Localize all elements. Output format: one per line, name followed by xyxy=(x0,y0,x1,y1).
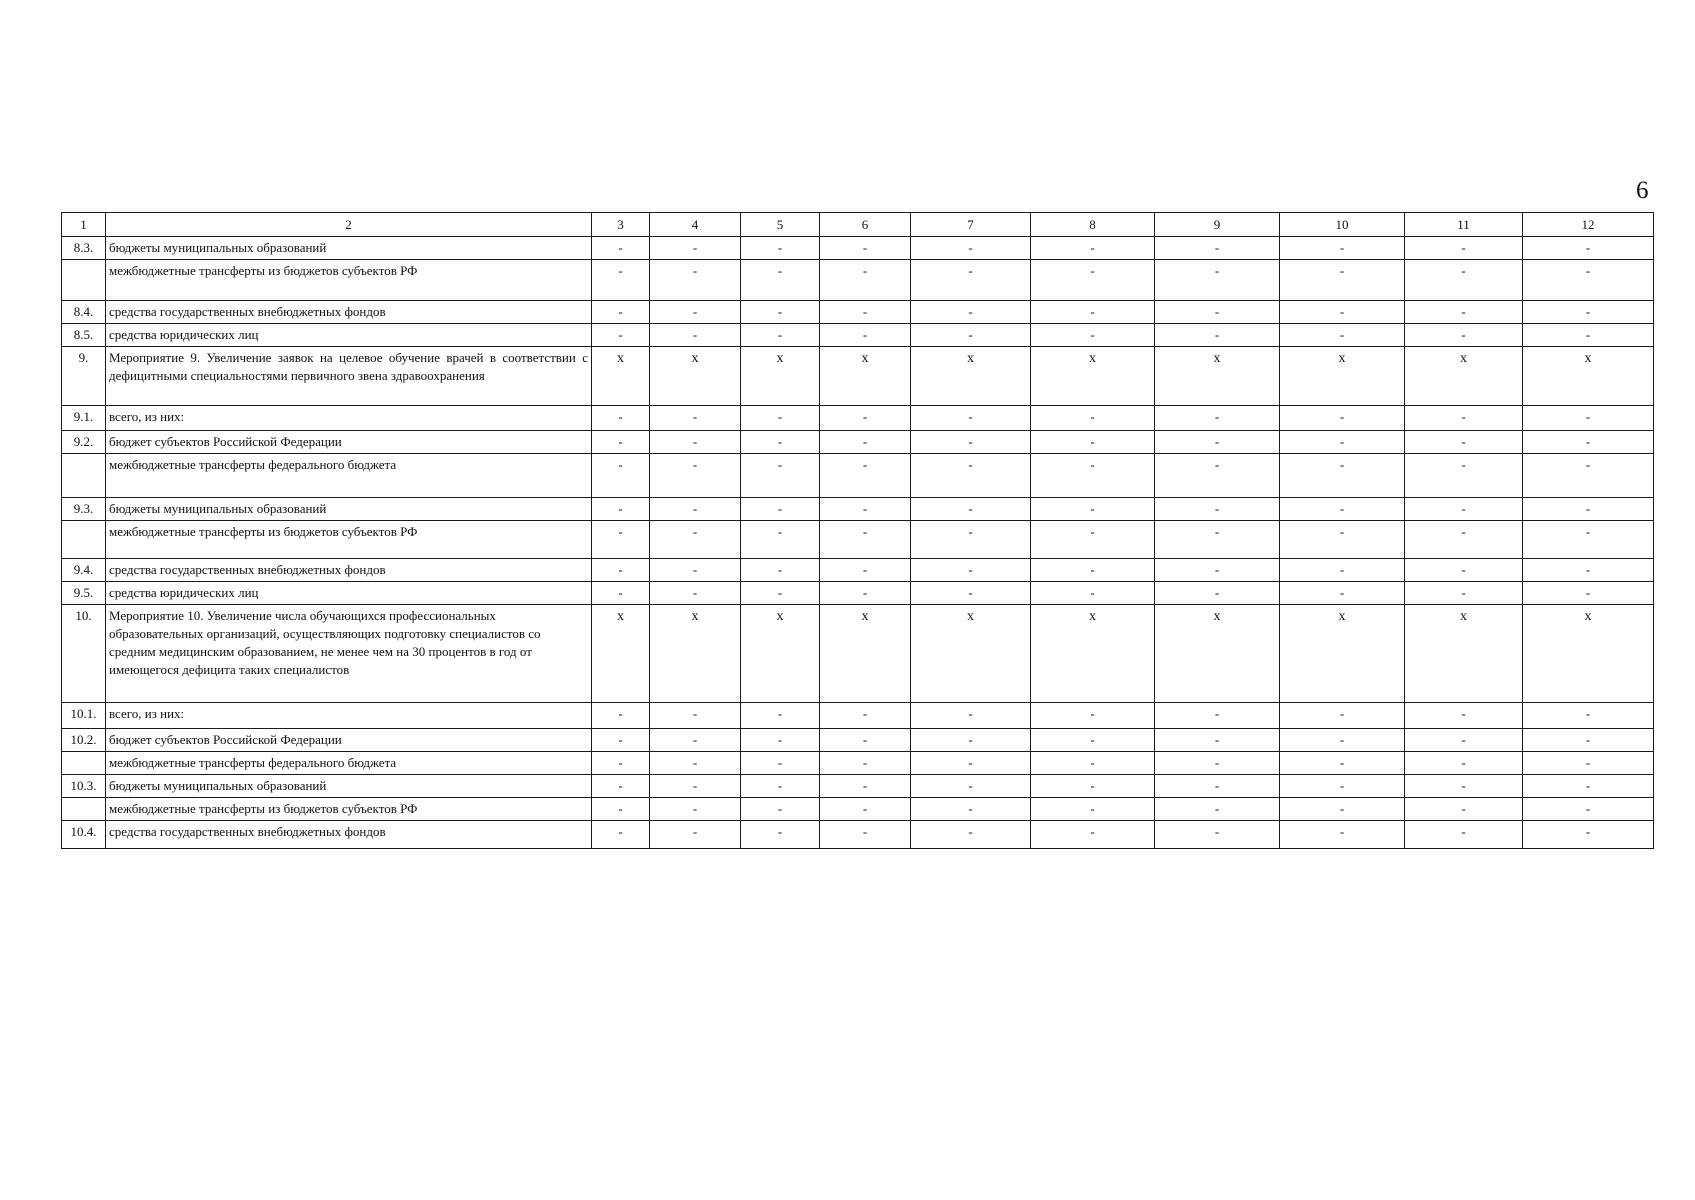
value-cell: - xyxy=(1155,774,1280,797)
table-row xyxy=(62,751,1654,774)
value-cell: - xyxy=(1280,323,1405,346)
value-cell: - xyxy=(911,430,1031,453)
row-number-cell xyxy=(62,260,106,301)
value-cell: x xyxy=(650,604,741,702)
value-cell: - xyxy=(911,453,1031,497)
value-cell: - xyxy=(1405,774,1523,797)
value-cell: - xyxy=(1280,453,1405,497)
value-cell: - xyxy=(650,702,741,728)
value-cell: - xyxy=(741,301,820,324)
value-cell: - xyxy=(820,405,911,430)
value-cell: - xyxy=(1031,581,1155,604)
row-description-cell: всего, из них: xyxy=(106,702,592,728)
value-cell: x xyxy=(1523,604,1654,702)
value-cell: - xyxy=(1405,405,1523,430)
value-cell: - xyxy=(1405,702,1523,728)
value-cell: - xyxy=(1523,301,1654,324)
value-cell: - xyxy=(650,820,741,848)
row-description-cell: межбюджетные трансферты из бюджетов субъектов РФ xyxy=(106,797,592,820)
value-cell: - xyxy=(1280,702,1405,728)
column-number-cell: 6 xyxy=(820,213,911,237)
table-row xyxy=(62,301,1654,324)
value-cell: - xyxy=(911,581,1031,604)
value-cell: - xyxy=(1280,751,1405,774)
row-number-cell: 10.1. xyxy=(62,702,106,728)
value-cell: - xyxy=(741,323,820,346)
value-cell: - xyxy=(1280,558,1405,581)
value-cell: - xyxy=(820,728,911,751)
row-description-cell: Мероприятие 9. Увеличение заявок на целевое обучение врачей в соответствии с дефицитными специальностями первичного звена здравоохранения xyxy=(106,346,592,405)
value-cell: - xyxy=(1031,301,1155,324)
value-cell: - xyxy=(741,520,820,558)
value-cell: - xyxy=(592,430,650,453)
value-cell: - xyxy=(1031,558,1155,581)
value-cell: x xyxy=(1405,604,1523,702)
table-row xyxy=(62,702,1654,728)
row-description-cell: Мероприятие 10. Увеличение числа обучающихся профессиональных образовательных организаций, осуществляющих подготовку специалистов со средним медицинским образованием, не менее чем на 30 процентов в год от имеющегося дефицита таких специалистов xyxy=(106,604,592,702)
value-cell: - xyxy=(1405,558,1523,581)
value-cell: - xyxy=(592,453,650,497)
table-row xyxy=(62,581,1654,604)
value-cell: x xyxy=(592,346,650,405)
value-cell: x xyxy=(911,346,1031,405)
value-cell: - xyxy=(820,260,911,301)
row-description-cell: средства юридических лиц xyxy=(106,581,592,604)
value-cell: - xyxy=(1280,520,1405,558)
value-cell: - xyxy=(911,497,1031,520)
value-cell: - xyxy=(1523,497,1654,520)
value-cell: - xyxy=(911,728,1031,751)
value-cell: - xyxy=(1523,237,1654,260)
value-cell: - xyxy=(1155,260,1280,301)
value-cell: - xyxy=(1155,702,1280,728)
value-cell: - xyxy=(1155,301,1280,324)
row-number-cell: 10.3. xyxy=(62,774,106,797)
table-row xyxy=(62,430,1654,453)
table-row xyxy=(62,774,1654,797)
value-cell: - xyxy=(1523,430,1654,453)
row-number-cell xyxy=(62,797,106,820)
value-cell: - xyxy=(1523,751,1654,774)
table-row xyxy=(62,558,1654,581)
value-cell: - xyxy=(1523,453,1654,497)
value-cell: x xyxy=(741,346,820,405)
value-cell: - xyxy=(592,323,650,346)
row-number-cell: 8.4. xyxy=(62,301,106,324)
value-cell: - xyxy=(820,702,911,728)
value-cell: - xyxy=(592,820,650,848)
row-description-cell: бюджеты муниципальных образований xyxy=(106,497,592,520)
value-cell: - xyxy=(650,260,741,301)
value-cell: - xyxy=(1523,797,1654,820)
value-cell: - xyxy=(741,453,820,497)
column-number-cell: 9 xyxy=(1155,213,1280,237)
value-cell: - xyxy=(650,405,741,430)
value-cell: - xyxy=(1405,797,1523,820)
value-cell: - xyxy=(592,581,650,604)
value-cell: - xyxy=(820,497,911,520)
value-cell: - xyxy=(1523,774,1654,797)
row-number-cell: 9. xyxy=(62,346,106,405)
row-number-cell: 9.1. xyxy=(62,405,106,430)
value-cell: - xyxy=(592,520,650,558)
value-cell: - xyxy=(911,702,1031,728)
row-number-cell xyxy=(62,751,106,774)
value-cell: x xyxy=(1280,346,1405,405)
row-number-cell: 10. xyxy=(62,604,106,702)
value-cell: - xyxy=(1031,323,1155,346)
value-cell: - xyxy=(1405,260,1523,301)
value-cell: - xyxy=(1280,797,1405,820)
value-cell: - xyxy=(741,237,820,260)
column-number-cell: 12 xyxy=(1523,213,1654,237)
value-cell: - xyxy=(820,751,911,774)
value-cell: - xyxy=(1405,581,1523,604)
value-cell: - xyxy=(820,301,911,324)
value-cell: - xyxy=(1523,323,1654,346)
value-cell: - xyxy=(1155,520,1280,558)
value-cell: - xyxy=(911,237,1031,260)
column-number-row xyxy=(62,213,1654,237)
value-cell: - xyxy=(650,751,741,774)
value-cell: - xyxy=(1031,751,1155,774)
value-cell: x xyxy=(1405,346,1523,405)
value-cell: - xyxy=(650,453,741,497)
value-cell: - xyxy=(1405,301,1523,324)
value-cell: x xyxy=(1155,346,1280,405)
funding-table xyxy=(61,212,1654,849)
value-cell: - xyxy=(820,520,911,558)
row-number-cell: 9.2. xyxy=(62,430,106,453)
value-cell: - xyxy=(1405,820,1523,848)
value-cell: - xyxy=(741,702,820,728)
value-cell: - xyxy=(911,260,1031,301)
value-cell: - xyxy=(820,453,911,497)
value-cell: - xyxy=(1155,581,1280,604)
value-cell: - xyxy=(741,497,820,520)
value-cell: - xyxy=(592,702,650,728)
value-cell: - xyxy=(820,820,911,848)
value-cell: - xyxy=(1405,237,1523,260)
row-number-cell: 9.5. xyxy=(62,581,106,604)
table-row xyxy=(62,323,1654,346)
value-cell: - xyxy=(1523,702,1654,728)
table-row xyxy=(62,797,1654,820)
table-row xyxy=(62,453,1654,497)
column-number-cell: 5 xyxy=(741,213,820,237)
value-cell: - xyxy=(650,520,741,558)
value-cell: - xyxy=(650,323,741,346)
value-cell: - xyxy=(1405,430,1523,453)
value-cell: - xyxy=(820,430,911,453)
value-cell: - xyxy=(1280,774,1405,797)
value-cell: - xyxy=(1155,237,1280,260)
value-cell: - xyxy=(820,774,911,797)
value-cell: - xyxy=(1031,774,1155,797)
value-cell: - xyxy=(741,820,820,848)
value-cell: - xyxy=(650,558,741,581)
value-cell: - xyxy=(592,728,650,751)
row-description-cell: всего, из них: xyxy=(106,405,592,430)
value-cell: - xyxy=(1031,497,1155,520)
value-cell: x xyxy=(1031,604,1155,702)
column-number-cell: 11 xyxy=(1405,213,1523,237)
value-cell: - xyxy=(1031,237,1155,260)
value-cell: - xyxy=(820,797,911,820)
value-cell: - xyxy=(911,323,1031,346)
value-cell: - xyxy=(1155,820,1280,848)
value-cell: - xyxy=(592,260,650,301)
value-cell: - xyxy=(1155,728,1280,751)
value-cell: - xyxy=(741,260,820,301)
value-cell: - xyxy=(820,323,911,346)
table-row xyxy=(62,237,1654,260)
value-cell: - xyxy=(741,728,820,751)
value-cell: - xyxy=(1031,702,1155,728)
value-cell: - xyxy=(1280,430,1405,453)
row-number-cell: 10.2. xyxy=(62,728,106,751)
value-cell: - xyxy=(1280,237,1405,260)
row-description-cell: средства юридических лиц xyxy=(106,323,592,346)
value-cell: - xyxy=(650,237,741,260)
column-number-cell: 4 xyxy=(650,213,741,237)
column-number-cell: 10 xyxy=(1280,213,1405,237)
value-cell: - xyxy=(1155,558,1280,581)
row-description-cell: межбюджетные трансферты федерального бюджета xyxy=(106,453,592,497)
value-cell: - xyxy=(1405,323,1523,346)
value-cell: - xyxy=(911,301,1031,324)
column-number-cell: 2 xyxy=(106,213,592,237)
value-cell: - xyxy=(650,797,741,820)
value-cell: x xyxy=(741,604,820,702)
row-description-cell: бюджеты муниципальных образований xyxy=(106,774,592,797)
value-cell: - xyxy=(1523,405,1654,430)
row-description-cell: средства государственных внебюджетных фондов xyxy=(106,301,592,324)
value-cell: x xyxy=(1155,604,1280,702)
value-cell: - xyxy=(1280,581,1405,604)
value-cell: - xyxy=(650,497,741,520)
value-cell: - xyxy=(911,558,1031,581)
value-cell: - xyxy=(1031,405,1155,430)
row-number-cell: 8.5. xyxy=(62,323,106,346)
value-cell: - xyxy=(1155,797,1280,820)
value-cell: - xyxy=(1280,728,1405,751)
value-cell: - xyxy=(741,581,820,604)
row-description-cell: бюджет субъектов Российской Федерации xyxy=(106,728,592,751)
table-row xyxy=(62,346,1654,405)
value-cell: - xyxy=(592,797,650,820)
value-cell: - xyxy=(650,301,741,324)
row-number-cell: 8.3. xyxy=(62,237,106,260)
table-row xyxy=(62,604,1654,702)
value-cell: - xyxy=(1155,751,1280,774)
value-cell: x xyxy=(1280,604,1405,702)
value-cell: - xyxy=(650,430,741,453)
value-cell: - xyxy=(820,237,911,260)
value-cell: - xyxy=(741,751,820,774)
value-cell: x xyxy=(592,604,650,702)
column-number-cell: 1 xyxy=(62,213,106,237)
value-cell: - xyxy=(911,774,1031,797)
table-row xyxy=(62,497,1654,520)
value-cell: - xyxy=(592,237,650,260)
row-number-cell: 9.4. xyxy=(62,558,106,581)
value-cell: - xyxy=(1155,405,1280,430)
row-description-cell: бюджеты муниципальных образований xyxy=(106,237,592,260)
value-cell: - xyxy=(1031,520,1155,558)
value-cell: - xyxy=(1523,581,1654,604)
value-cell: - xyxy=(1155,430,1280,453)
value-cell: - xyxy=(1405,453,1523,497)
value-cell: - xyxy=(1405,728,1523,751)
row-number-cell xyxy=(62,520,106,558)
value-cell: - xyxy=(1523,260,1654,301)
value-cell: - xyxy=(1031,430,1155,453)
value-cell: x xyxy=(650,346,741,405)
value-cell: - xyxy=(911,751,1031,774)
row-number-cell xyxy=(62,453,106,497)
value-cell: - xyxy=(1523,520,1654,558)
value-cell: - xyxy=(592,751,650,774)
table-row xyxy=(62,405,1654,430)
value-cell: - xyxy=(911,797,1031,820)
value-cell: - xyxy=(1031,260,1155,301)
table-body xyxy=(62,213,1654,849)
column-number-cell: 8 xyxy=(1031,213,1155,237)
value-cell: - xyxy=(1155,497,1280,520)
value-cell: - xyxy=(1155,323,1280,346)
value-cell: - xyxy=(1523,728,1654,751)
value-cell: - xyxy=(741,774,820,797)
value-cell: - xyxy=(650,581,741,604)
value-cell: - xyxy=(1031,820,1155,848)
table-row xyxy=(62,520,1654,558)
table-row xyxy=(62,728,1654,751)
value-cell: - xyxy=(1155,453,1280,497)
row-description-cell: средства государственных внебюджетных фондов xyxy=(106,820,592,848)
row-description-cell: межбюджетные трансферты из бюджетов субъектов РФ xyxy=(106,260,592,301)
value-cell: - xyxy=(1031,728,1155,751)
column-number-cell: 3 xyxy=(592,213,650,237)
value-cell: x xyxy=(820,346,911,405)
row-description-cell: средства государственных внебюджетных фондов xyxy=(106,558,592,581)
value-cell: - xyxy=(650,728,741,751)
value-cell: - xyxy=(911,405,1031,430)
value-cell: - xyxy=(592,405,650,430)
value-cell: - xyxy=(741,558,820,581)
value-cell: - xyxy=(741,430,820,453)
row-description-cell: бюджет субъектов Российской Федерации xyxy=(106,430,592,453)
row-number-cell: 10.4. xyxy=(62,820,106,848)
value-cell: x xyxy=(1031,346,1155,405)
table-row xyxy=(62,260,1654,301)
row-description-cell: межбюджетные трансферты федерального бюджета xyxy=(106,751,592,774)
value-cell: - xyxy=(741,405,820,430)
value-cell: - xyxy=(1523,558,1654,581)
value-cell: - xyxy=(1280,497,1405,520)
value-cell: - xyxy=(650,774,741,797)
value-cell: x xyxy=(911,604,1031,702)
value-cell: - xyxy=(1280,301,1405,324)
value-cell: - xyxy=(911,820,1031,848)
row-number-cell: 9.3. xyxy=(62,497,106,520)
column-number-cell: 7 xyxy=(911,213,1031,237)
value-cell: - xyxy=(592,558,650,581)
page-number: 6 xyxy=(1636,177,1649,204)
value-cell: - xyxy=(1405,751,1523,774)
value-cell: x xyxy=(820,604,911,702)
value-cell: x xyxy=(1523,346,1654,405)
value-cell: - xyxy=(820,581,911,604)
value-cell: - xyxy=(820,558,911,581)
value-cell: - xyxy=(1405,497,1523,520)
value-cell: - xyxy=(1031,797,1155,820)
value-cell: - xyxy=(1523,820,1654,848)
value-cell: - xyxy=(741,797,820,820)
value-cell: - xyxy=(592,497,650,520)
value-cell: - xyxy=(1280,405,1405,430)
value-cell: - xyxy=(592,774,650,797)
value-cell: - xyxy=(592,301,650,324)
value-cell: - xyxy=(1280,260,1405,301)
value-cell: - xyxy=(911,520,1031,558)
table-row xyxy=(62,820,1654,848)
value-cell: - xyxy=(1031,453,1155,497)
row-description-cell: межбюджетные трансферты из бюджетов субъектов РФ xyxy=(106,520,592,558)
value-cell: - xyxy=(1280,820,1405,848)
value-cell: - xyxy=(1405,520,1523,558)
